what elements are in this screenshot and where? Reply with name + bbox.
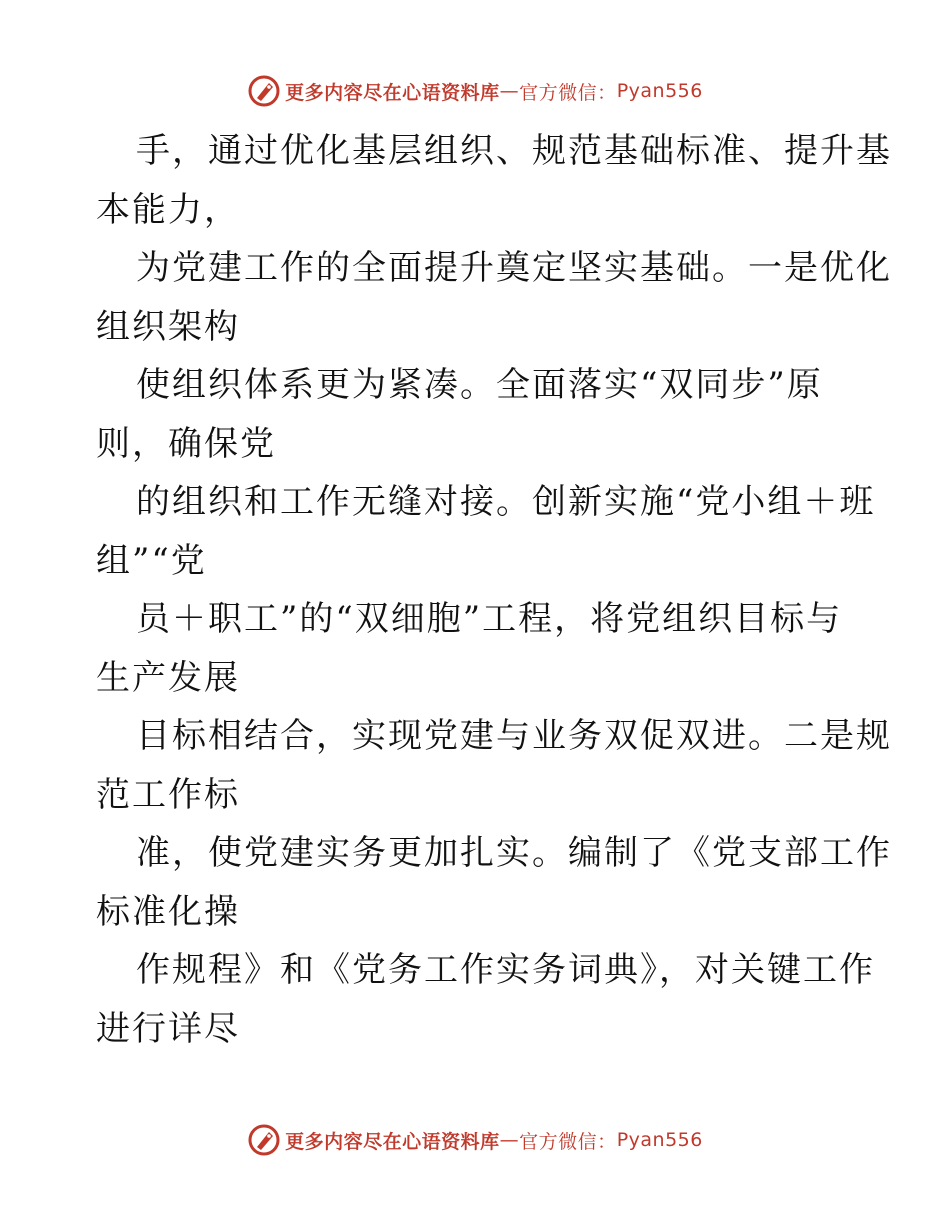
paragraph-3 <box>96 356 856 473</box>
wechat-id: Pyan556 <box>616 1129 703 1151</box>
footer-watermark <box>0 1120 950 1160</box>
paragraph-line: 的组织和工作无缝对接。创新实施“党小组＋班 <box>136 482 876 522</box>
paragraph-line: 目标相结合，实现党建与业务双促双进。二是规 <box>136 716 892 756</box>
paragraph-8 <box>96 941 875 1058</box>
pen-nib-circle-icon <box>247 74 281 108</box>
brand-text: 更多内容尽在心语资料库 <box>285 81 500 104</box>
paragraph-7 <box>96 824 892 941</box>
paragraph-4 <box>96 473 876 590</box>
paragraph-line: 作规程》和《党务工作实务词典》，对关键工作 <box>136 950 875 990</box>
paragraph-1 <box>96 122 892 239</box>
paragraph-line: 准，使党建实务更加扎实。编制了《党支部工作 <box>136 833 892 873</box>
paragraph-line: 员＋职工”的“双细胞”工程，将党组织目标与 <box>136 599 843 639</box>
paragraph-line: 则，确保党 <box>96 423 276 464</box>
paragraph-line: 生产发展 <box>96 657 240 698</box>
header-watermark <box>0 71 950 111</box>
official-label: 官方微信： <box>519 1130 617 1153</box>
official-label: 官方微信： <box>519 81 617 104</box>
brand-text: 更多内容尽在心语资料库 <box>285 1130 500 1153</box>
paragraph-line: 使组织体系更为紧凑。全面落实“双同步”原 <box>136 365 823 405</box>
wechat-id: Pyan556 <box>616 80 703 102</box>
paragraph-line: 组”“党 <box>96 540 207 581</box>
paragraph-line: 组织架构 <box>96 306 240 347</box>
paragraph-5 <box>96 590 856 707</box>
paragraph-6 <box>96 707 892 824</box>
paragraph-line: 为党建工作的全面提升奠定坚实基础。一是优化 <box>136 248 892 288</box>
dash: — <box>499 80 520 102</box>
dash: — <box>499 1129 520 1151</box>
paragraph-2 <box>96 239 892 356</box>
paragraph-line: 进行详尽 <box>96 1008 240 1049</box>
paragraph-line: 范工作标 <box>96 774 240 815</box>
document-body <box>96 122 892 1058</box>
paragraph-line: 手，通过优化基层组织、规范基础标准、提升基 <box>136 131 892 171</box>
paragraph-line: 本能力， <box>96 189 240 230</box>
pen-nib-circle-icon <box>247 1123 281 1157</box>
paragraph-line: 标准化操 <box>96 891 240 932</box>
